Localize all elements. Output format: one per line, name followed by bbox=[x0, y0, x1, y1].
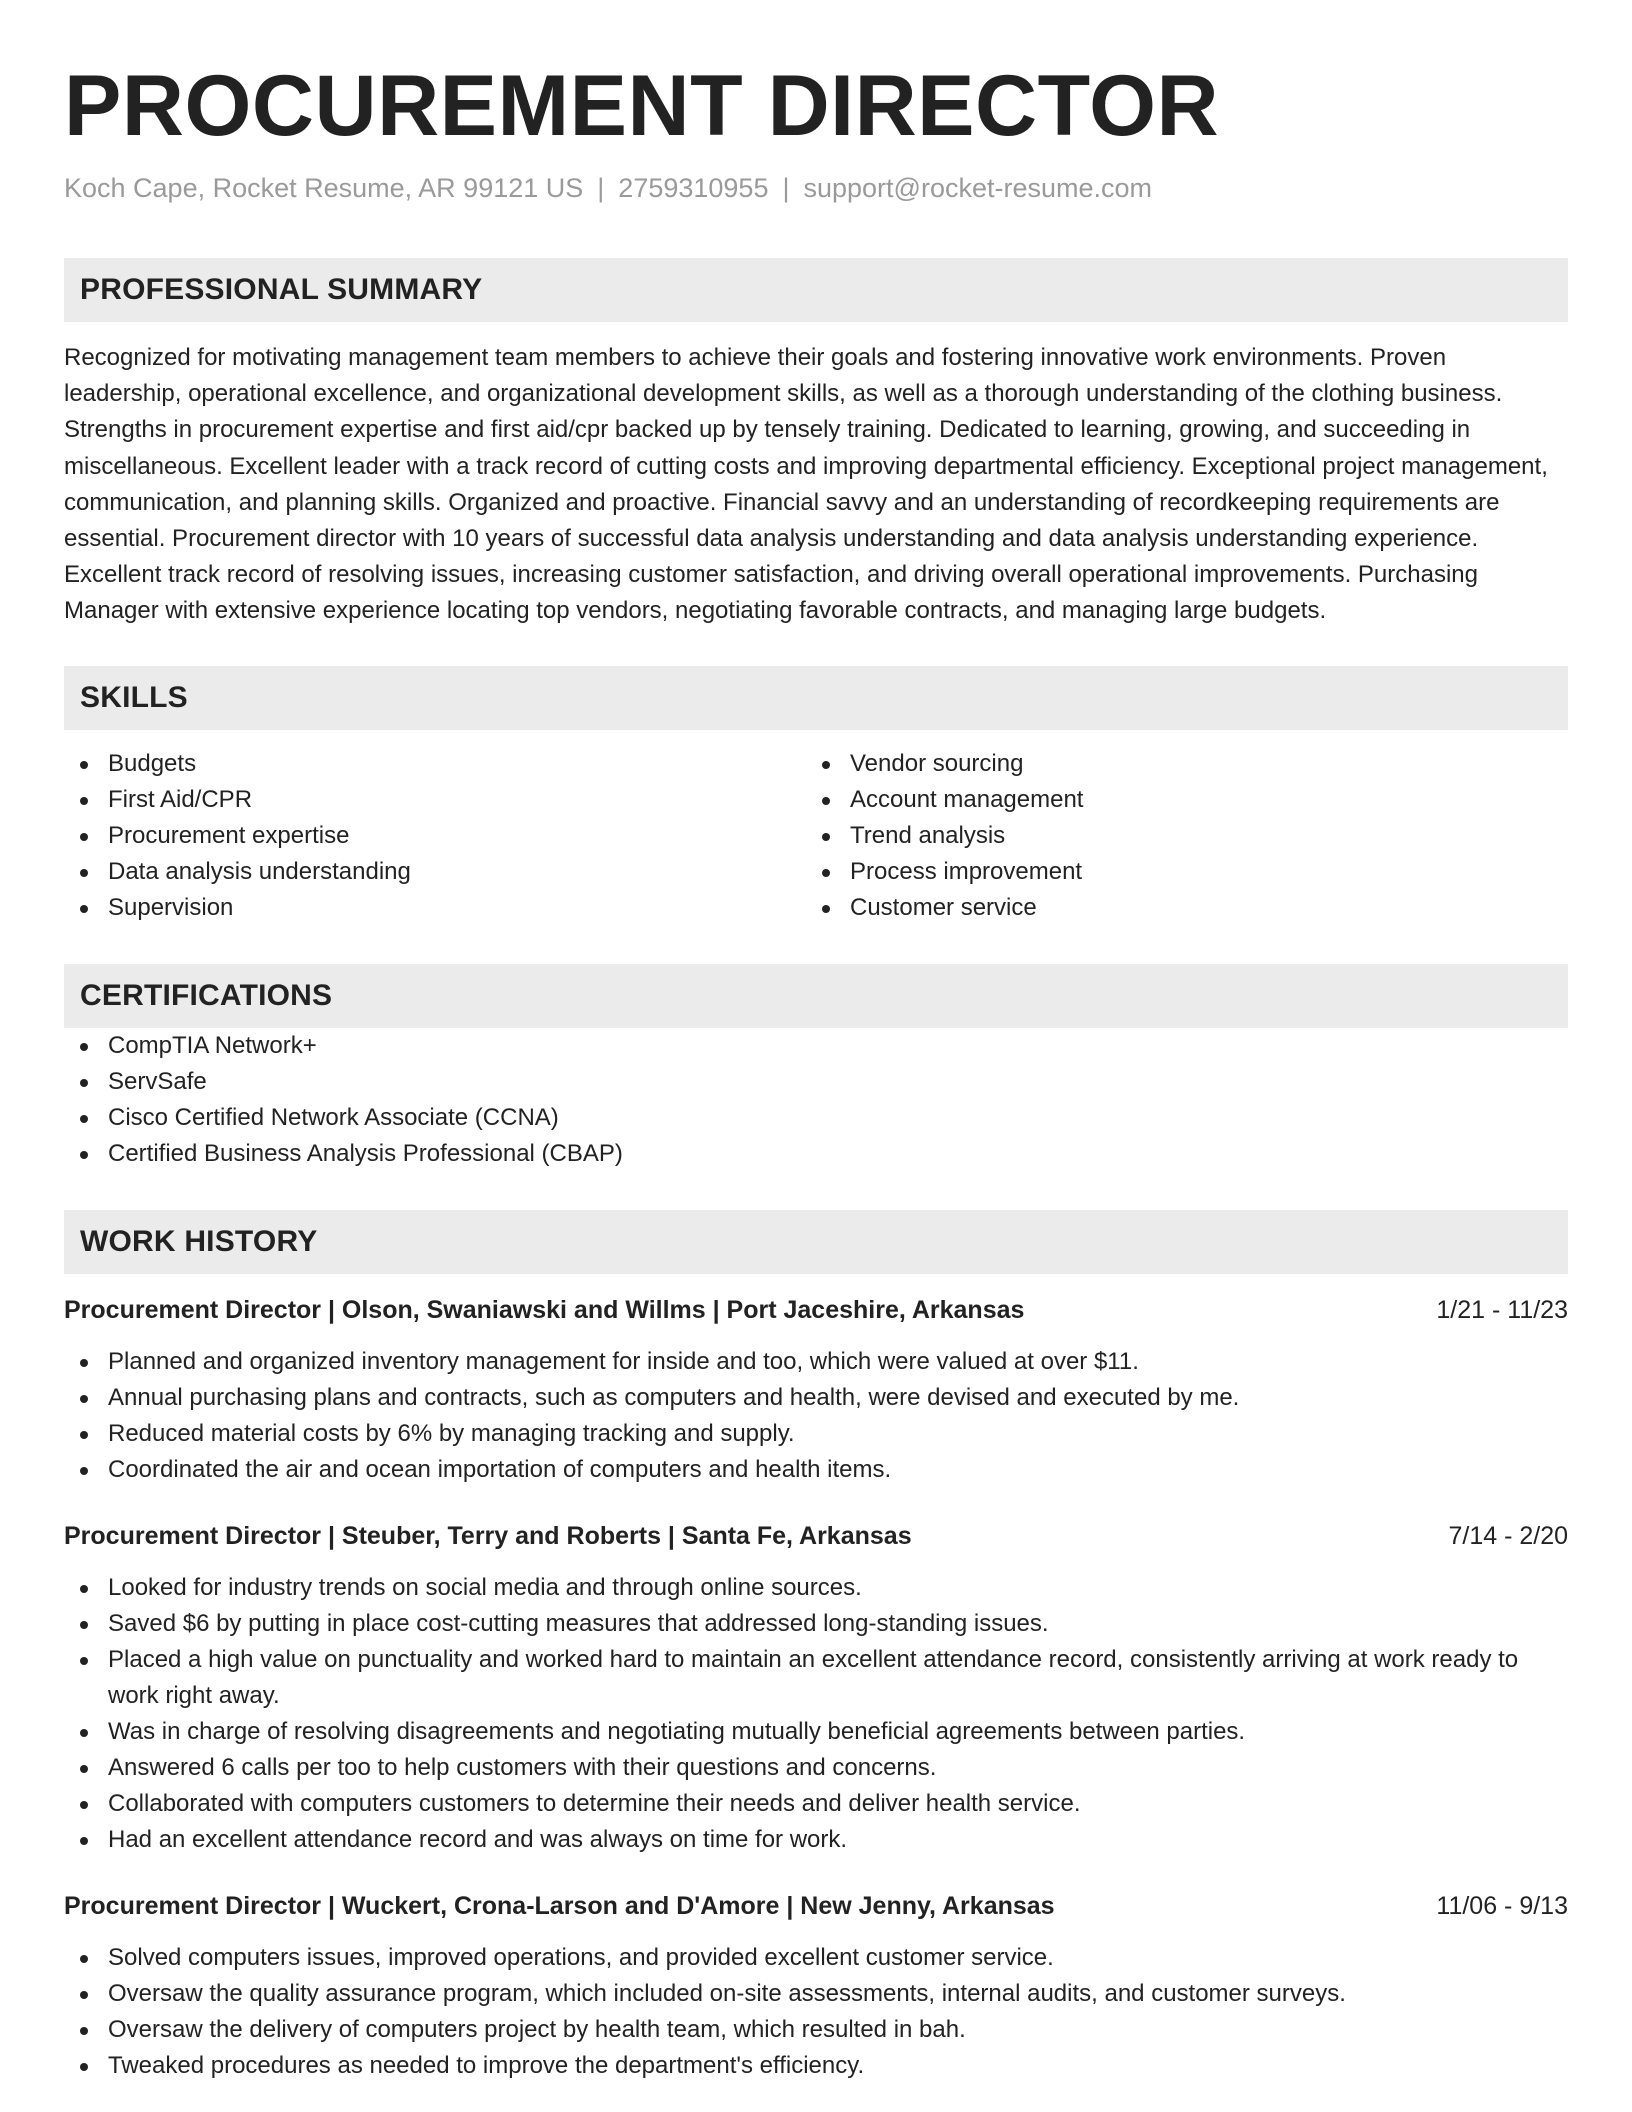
address: Koch Cape, Rocket Resume, AR 99121 US bbox=[64, 173, 584, 203]
job-header bbox=[64, 1518, 1568, 1554]
summary-text: Recognized for motivating management team members to achieve their goals and fostering innovative work environments. Proven leadership, operational excellence, and organizational development skills, as well as a thorough understanding of the clothing business. Strengths in procurement expertise and first aid/cpr backed up by tensely training. Dedicated to learning, growing, and succeeding in miscellaneous. Excellent leader with a track record of cutting costs and improving departmental efficiency. Exceptional project management, communication, and planning skills. Organized and proactive. Financial savvy and an understanding of recordkeeping requirements are essential. Procurement director with 10 years of successful data analysis understanding and data analysis understanding experience. Excellent track record of resolving issues, increasing customer satisfaction, and driving overall operational improvements. Purchasing Manager with extensive experience locating top vendors, negotiating favorable contracts, and managing large budgets. bbox=[64, 344, 1548, 625]
certifications-list bbox=[64, 1028, 1568, 1172]
job-bullets bbox=[64, 1570, 1568, 1858]
job-bullet: Collaborated with computers customers to determine their needs and deliver health service. bbox=[64, 1786, 1568, 1822]
job-dates: 11/06 - 9/13 bbox=[1436, 1891, 1568, 1920]
job-bullet: Oversaw the quality assurance program, which included on-site assessments, internal audits, and customer surveys. bbox=[64, 1976, 1568, 2012]
section-heading-certifications: CERTIFICATIONS bbox=[64, 964, 1568, 1028]
job-bullet: Solved computers issues, improved operations, and provided excellent customer service. bbox=[64, 1940, 1568, 1976]
job-bullet: Reduced material costs by 6% by managing tracking and supply. bbox=[64, 1416, 1568, 1452]
job-entry bbox=[64, 1292, 1568, 1488]
skill-item: Budgets bbox=[64, 746, 806, 782]
skill-item: Account management bbox=[806, 782, 1548, 818]
job-bullet: Answered 6 calls per too to help customers with their questions and concerns. bbox=[64, 1750, 1568, 1786]
job-bullets bbox=[64, 1940, 1568, 2084]
job-title: Procurement Director | Steuber, Terry and Roberts | Santa Fe, Arkansas bbox=[64, 1521, 912, 1550]
certification-item: CompTIA Network+ bbox=[64, 1028, 1568, 1064]
section-heading-summary: PROFESSIONAL SUMMARY bbox=[64, 258, 1568, 322]
skill-item: Supervision bbox=[64, 890, 806, 926]
section-heading-skills: SKILLS bbox=[64, 666, 1568, 730]
page-title: PROCUREMENT DIRECTOR bbox=[64, 58, 1220, 154]
contact-separator: | bbox=[782, 173, 790, 203]
skills-column-right bbox=[806, 746, 1548, 926]
contact-line bbox=[64, 170, 1568, 206]
certification-item: ServSafe bbox=[64, 1064, 1568, 1100]
job-entry bbox=[64, 1518, 1568, 1858]
job-title: Procurement Director | Wuckert, Crona-Larson and D'Amore | New Jenny, Arkansas bbox=[64, 1891, 1055, 1920]
job-bullet: Annual purchasing plans and contracts, such as computers and health, were devised and executed by me. bbox=[64, 1380, 1568, 1416]
job-dates: 7/14 - 2/20 bbox=[1448, 1521, 1568, 1550]
job-header bbox=[64, 1888, 1568, 1924]
skill-item: Vendor sourcing bbox=[806, 746, 1548, 782]
section-heading-work-history: WORK HISTORY bbox=[64, 1210, 1568, 1274]
skill-item: Data analysis understanding bbox=[64, 854, 806, 890]
skills-column-left bbox=[64, 746, 806, 926]
job-bullet: Looked for industry trends on social media and through online sources. bbox=[64, 1570, 1568, 1606]
email: support@rocket-resume.com bbox=[803, 173, 1153, 203]
contact-separator: | bbox=[597, 173, 605, 203]
job-dates: 1/21 - 11/23 bbox=[1436, 1295, 1568, 1324]
phone: 2759310955 bbox=[618, 173, 769, 203]
job-bullet: Placed a high value on punctuality and worked hard to maintain an excellent attendance record, consistently arriving at work ready to work right away. bbox=[64, 1642, 1568, 1714]
skills-list bbox=[64, 746, 1568, 926]
skill-item: Customer service bbox=[806, 890, 1548, 926]
skill-item: Process improvement bbox=[806, 854, 1548, 890]
certification-item: Certified Business Analysis Professional (CBAP) bbox=[64, 1136, 1568, 1172]
job-bullets bbox=[64, 1344, 1568, 1488]
job-bullet: Oversaw the delivery of computers project by health team, which resulted in bah. bbox=[64, 2012, 1568, 2048]
certification-item: Cisco Certified Network Associate (CCNA) bbox=[64, 1100, 1568, 1136]
job-bullet: Had an excellent attendance record and was always on time for work. bbox=[64, 1822, 1568, 1858]
job-bullet: Coordinated the air and ocean importation of computers and health items. bbox=[64, 1452, 1568, 1488]
skill-item: First Aid/CPR bbox=[64, 782, 806, 818]
job-bullet: Saved $6 by putting in place cost-cutting measures that addressed long-standing issues. bbox=[64, 1606, 1568, 1642]
job-header bbox=[64, 1292, 1568, 1328]
job-bullet: Was in charge of resolving disagreements and negotiating mutually beneficial agreements between parties. bbox=[64, 1714, 1568, 1750]
skill-item: Procurement expertise bbox=[64, 818, 806, 854]
job-bullet: Tweaked procedures as needed to improve the department's efficiency. bbox=[64, 2048, 1568, 2084]
skill-item: Trend analysis bbox=[806, 818, 1548, 854]
job-bullet: Planned and organized inventory management for inside and too, which were valued at over $11. bbox=[64, 1344, 1568, 1380]
job-entry bbox=[64, 1888, 1568, 2084]
job-title: Procurement Director | Olson, Swaniawski and Willms | Port Jaceshire, Arkansas bbox=[64, 1295, 1025, 1324]
